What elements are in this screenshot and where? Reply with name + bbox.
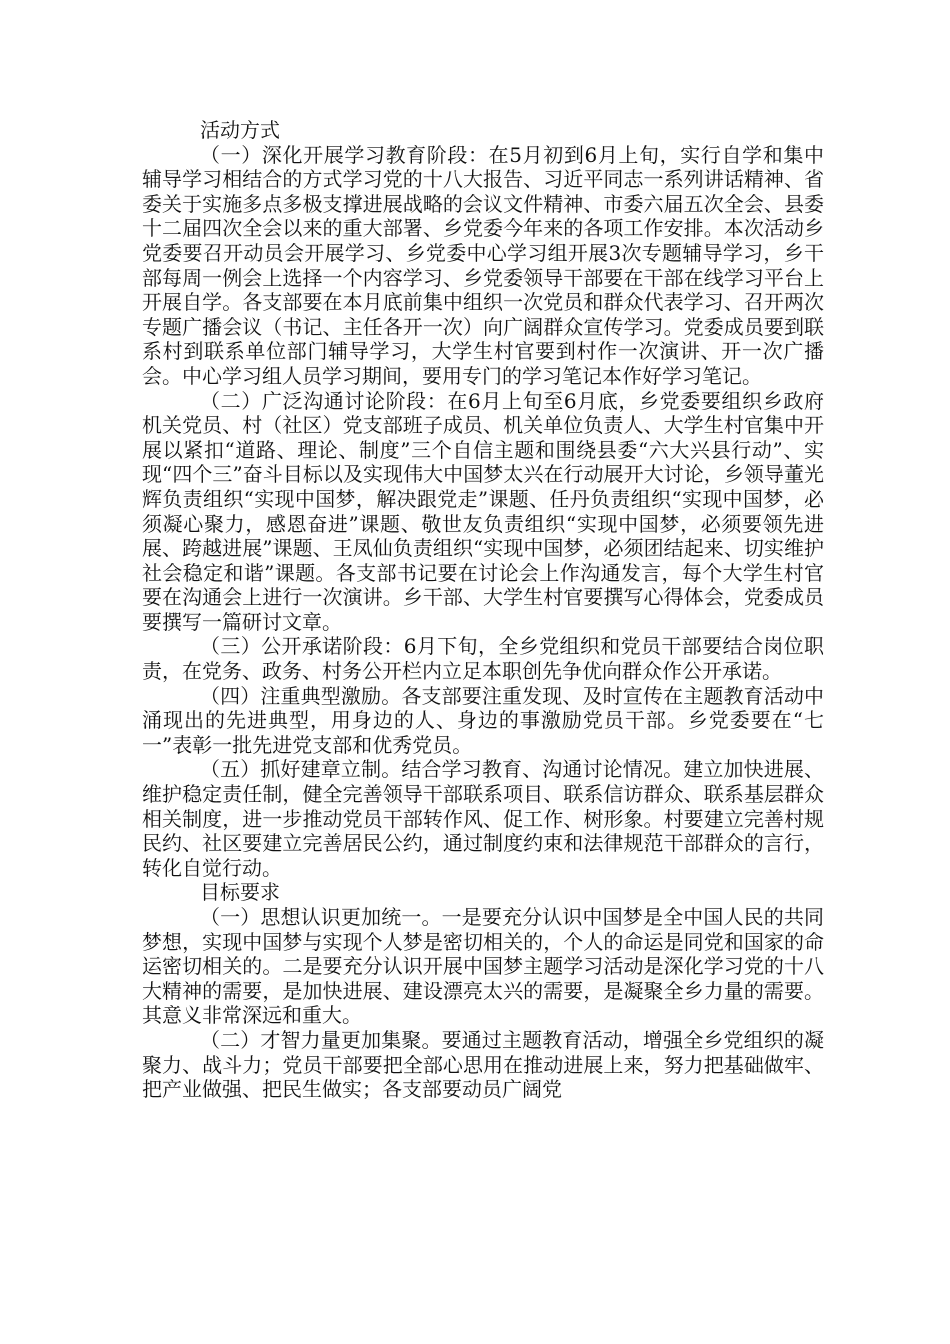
paragraph-discussion-stage: （二）广泛沟通讨论阶段：在6月上旬至6月底，乡党委要组织乡政府机关党员、村（社区）党支部班子成员、机关单位负责人、大学生村官集中开展以紧扣“道路、理论、制度”三个自信主题和围绕县委“六大兴县行动”、实现“四个三”奋斗目标以及实现伟大中国梦太兴在行动展开大讨论，乡领导董光辉负责组织“实现中国梦，解决跟党走”课题、任丹负责组织“实现中国梦，必须凝心聚力，感恩奋进”课题、敬世友负责组织“实现中国梦，必须要领先进展、跨越进展”课题、王凤仙负责组织“实现中国梦，必须团结起来、切实维护社会稳定和谐”课题。各支部书记要在讨论会上作沟通发言，每个大学生村官要在沟通会上进行一次演讲。乡干部、大学生村官要撰写心得体会，党委成员要撰写一篇研讨文章。	[142, 388, 824, 634]
paragraph-public-commitment-stage: （三）公开承诺阶段：6月下旬，全乡党组织和党员干部要结合岗位职责，在党务、政务、村务公开栏内立足本职创先争优向群众作公开承诺。	[142, 634, 824, 684]
paragraph-typical-incentive: （四）注重典型激励。各支部要注重发现、及时宣传在主题教育活动中涌现出的先进典型，用身边的人、身边的事激励党员干部。乡党委要在“七一”表彰一批先进党支部和优秀党员。	[142, 683, 824, 757]
paragraph-rules-system: （五）抓好建章立制。结合学习教育、沟通讨论情况。建立加快进展、维护稳定责任制，健全完善领导干部联系项目、联系信访群众、联系基层群众相关制度，进一步推动党员干部转作风、促工作、树形象。村要建立完善村规民约、社区要建立完善居民公约，通过制度约束和法律规范干部群众的言行，转化自觉行动。	[142, 757, 824, 880]
document-page	[142, 118, 824, 1102]
paragraph-gather-strength: （二）才智力量更加集聚。要通过主题教育活动，增强全乡党组织的凝聚力、战斗力；党员干部要把全部心思用在推动进展上来，努力把基础做牢、把产业做强、把民生做实；各支部要动员广阔党	[142, 1027, 824, 1102]
paragraph-study-education-stage: （一）深化开展学习教育阶段：在5月初到6月上旬，实行自学和集中辅导学习相结合的方式学习党的十八大报告、习近平同志一系列讲话精神、省委关于实施多点多极支撑进展战略的会议文件精神、市委六届五次全会、县委十二届四次全会以来的重大部署、乡党委今年来的各项工作安排。本次活动乡党委要召开动员会开展学习、乡党委中心学习组开展3次专题辅导学习，乡干部每周一例会上选择一个内容学习、乡党委领导干部要在干部在线学习平台上开展自学。各支部要在本月底前集中组织一次党员和群众代表学习、召开两次专题广播会议（书记、主任各开一次）向广阔群众宣传学习。党委成员要到联系村到联系单位部门辅导学习，大学生村官要到村作一次演讲、开一次广播会。中心学习组人员学习期间，要用专门的学习笔记本作好学习笔记。	[142, 142, 824, 388]
section-heading-activity-methods: 活动方式	[200, 118, 280, 142]
paragraph-unified-thinking: （一）思想认识更加统一。一是要充分认识中国梦是全中国人民的共同梦想，实现中国梦与实现个人梦是密切相关的，个人的命运是同党和国家的命运密切相关的。二是要充分认识开展中国梦主题学习活动是深化学习党的十八大精神的需要，是加快进展、建设漂亮太兴的需要，是凝聚全乡力量的需要。其意义非常深远和重大。	[142, 905, 824, 1028]
section-heading-goals: 目标要求	[200, 880, 280, 905]
